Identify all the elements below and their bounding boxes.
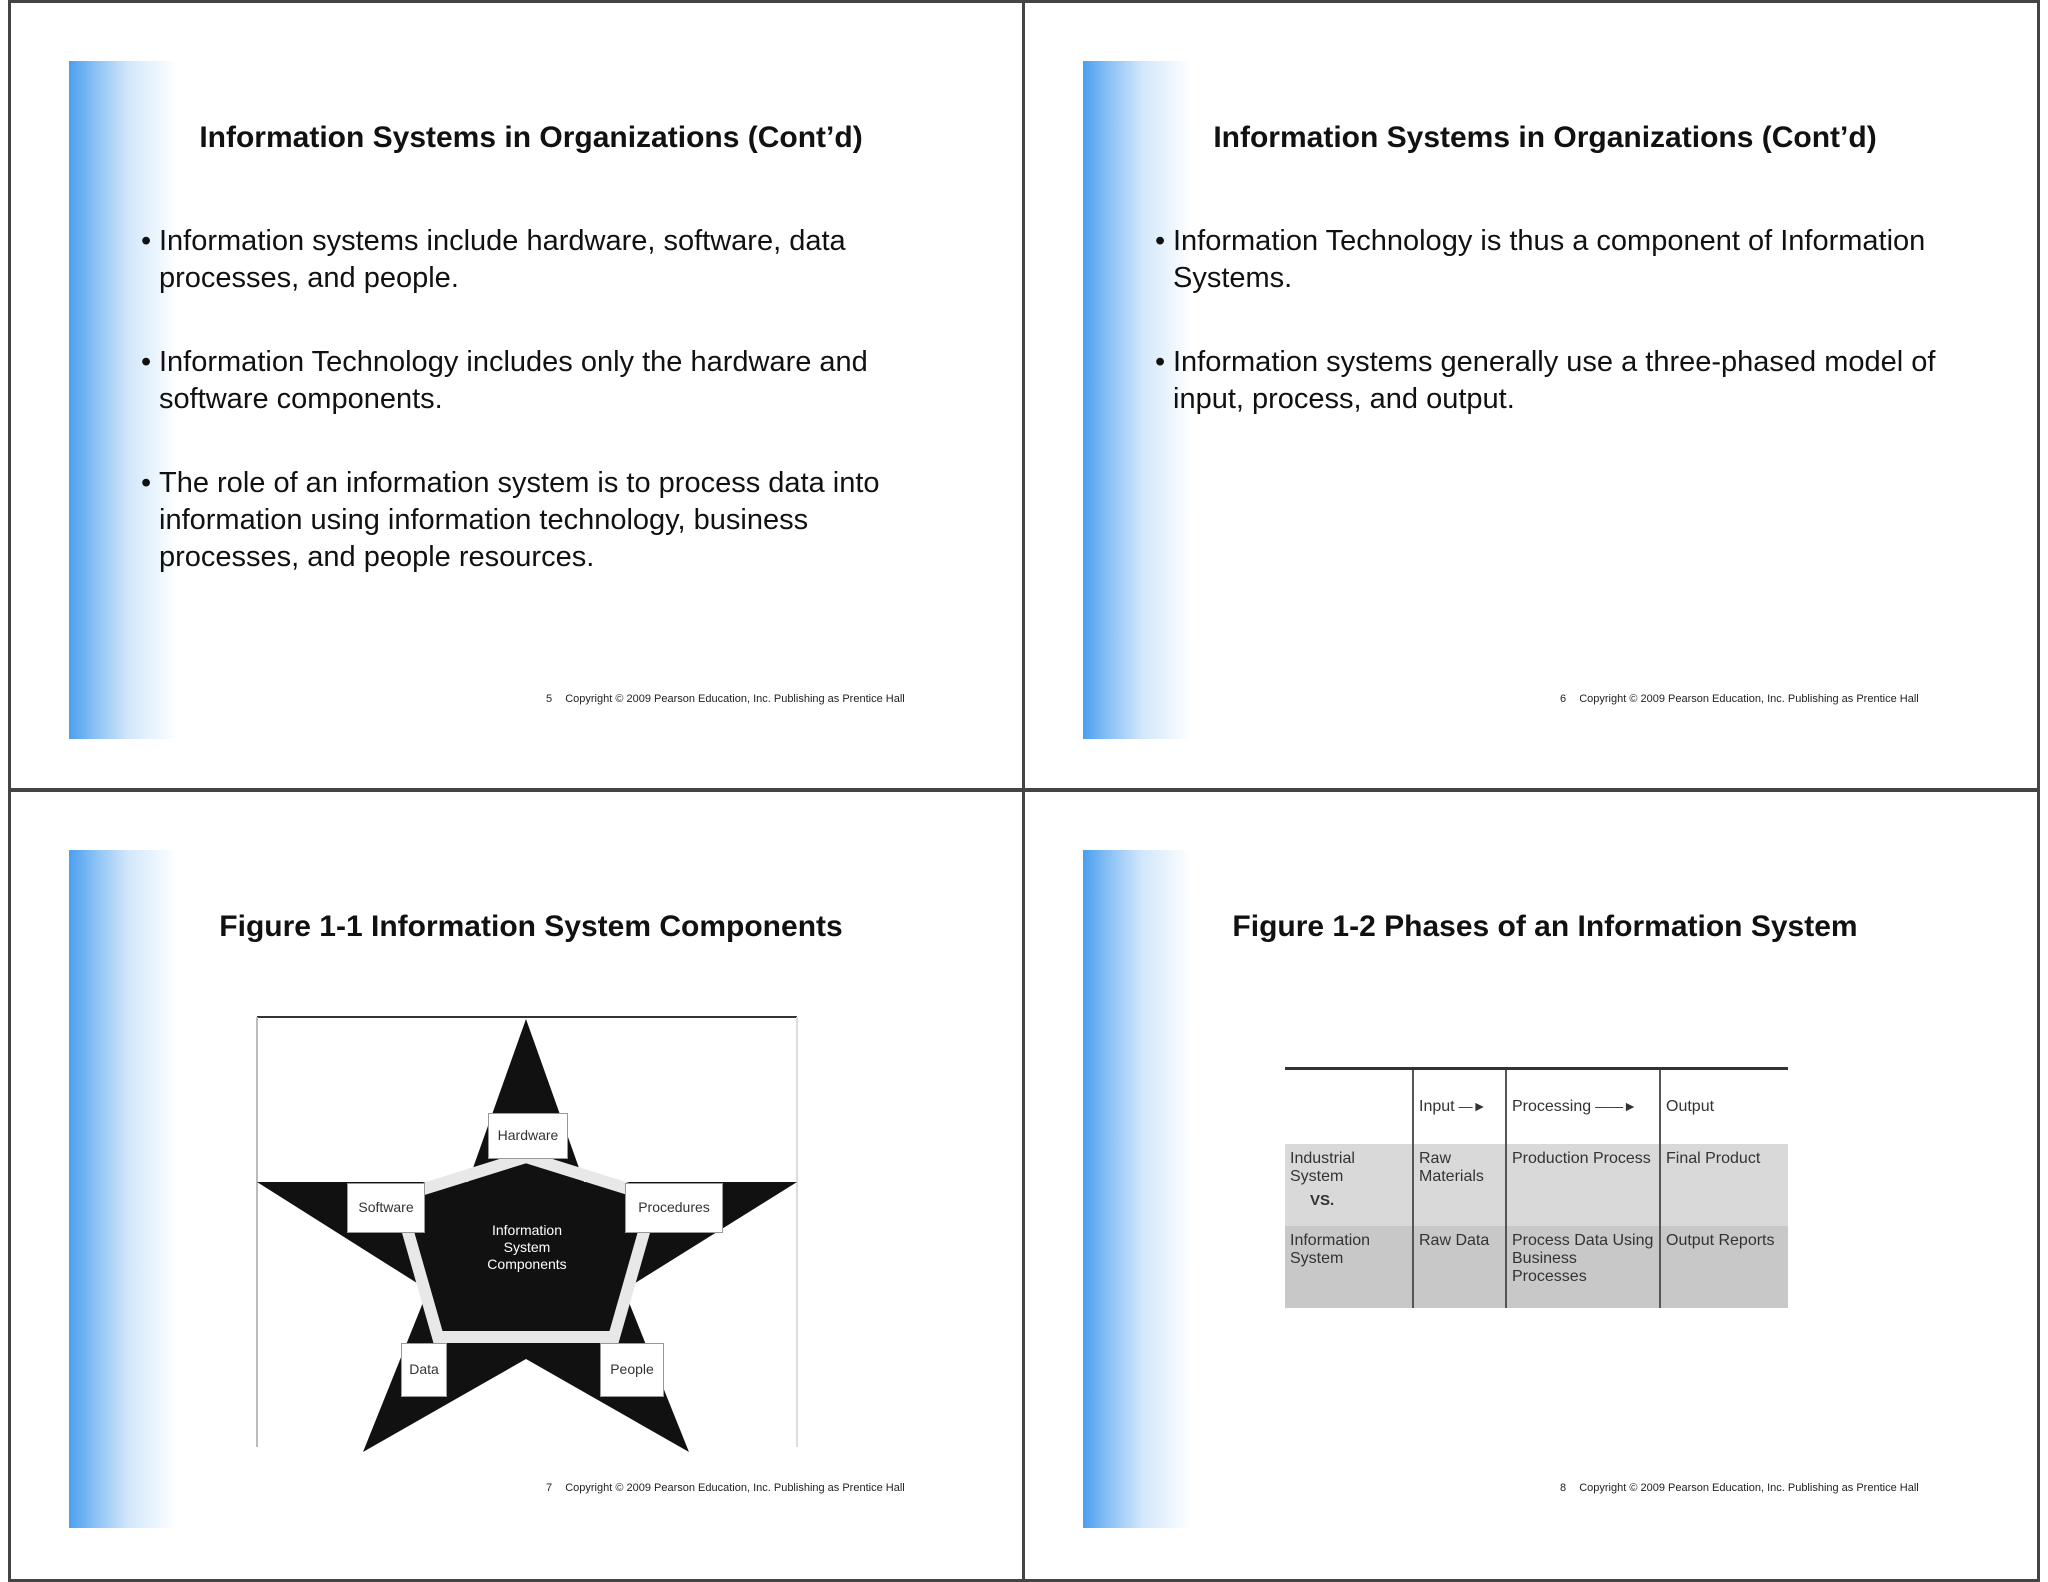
table-header-cell <box>1285 1069 1413 1144</box>
label-procedures: Procedures <box>625 1183 723 1233</box>
slide-title: Figure 1-2 Phases of an Information System <box>1232 910 1858 943</box>
table-row <box>1285 1226 1788 1308</box>
copyright-text: Copyright © 2009 Pearson Education, Inc. Publishing as Prentice Hall <box>565 1482 905 1494</box>
label-people: People <box>600 1343 664 1397</box>
table-row <box>1285 1144 1788 1226</box>
page-number: 7 <box>546 1482 553 1494</box>
arrow-right-icon: ——► <box>1595 1097 1638 1114</box>
table-header-row <box>1285 1069 1788 1144</box>
bullet-list <box>1140 223 1940 465</box>
slide-footer <box>546 693 905 705</box>
bullet-item: • Information systems include hardware, software, data processes, and people. <box>141 225 846 294</box>
table-cell: Process Data Using Business Processes <box>1506 1226 1660 1308</box>
bullet-list <box>126 223 926 623</box>
bullet-item: • The role of an information system is to process data into information using information technology, business processes, and people resources. <box>141 467 880 573</box>
copyright-text: Copyright © 2009 Pearson Education, Inc. Publishing as Prentice Hall <box>1579 693 1919 705</box>
copyright-text: Copyright © 2009 Pearson Education, Inc. Publishing as Prentice Hall <box>565 693 905 705</box>
table-cell: Industrial System VS. <box>1285 1144 1413 1226</box>
table-header-cell: Processing ——► <box>1506 1069 1660 1144</box>
page-number: 8 <box>1560 1482 1567 1494</box>
label-hardware: Hardware <box>488 1113 568 1159</box>
center-label: Information System Components <box>487 1222 567 1272</box>
table-cell: Final Product <box>1660 1144 1788 1226</box>
page-number: 6 <box>1560 693 1567 705</box>
bullet-item: • Information systems generally use a three-phased model of input, process, and output. <box>1155 346 1936 415</box>
slide-footer <box>1560 1482 1919 1494</box>
copyright-text: Copyright © 2009 Pearson Education, Inc. Publishing as Prentice Hall <box>1579 1482 1919 1494</box>
table-cell: Raw Materials <box>1413 1144 1506 1226</box>
slide-footer <box>546 1482 905 1494</box>
arrow-right-icon: —► <box>1458 1097 1487 1114</box>
decorative-gradient-bar <box>69 850 177 1528</box>
table-cell: Information System <box>1285 1226 1413 1308</box>
label-data: Data <box>401 1343 447 1397</box>
slide-8 <box>1024 791 2040 1582</box>
slide-title: Information Systems in Organizations (Cont’d) <box>199 121 863 154</box>
component-star-diagram <box>249 1007 805 1457</box>
vs-label: VS. <box>1310 1191 1335 1209</box>
slide-6 <box>1024 0 2040 791</box>
bullet-item: • Information Technology is thus a component of Information Systems. <box>1155 225 1926 294</box>
table-cell: Production Process <box>1506 1144 1660 1226</box>
slide-5 <box>8 0 1024 791</box>
slide-title: Figure 1-1 Information System Components <box>219 910 843 943</box>
table-header-cell: Output <box>1660 1069 1788 1144</box>
slide-7 <box>8 791 1024 1582</box>
decorative-gradient-bar <box>1083 850 1191 1528</box>
table-cell: Raw Data <box>1413 1226 1506 1308</box>
slide-footer <box>1560 693 1919 705</box>
label-software: Software <box>347 1183 425 1233</box>
table-header-cell: Input —► <box>1413 1069 1506 1144</box>
phases-table <box>1285 1067 1788 1308</box>
table-cell: Output Reports <box>1660 1226 1788 1308</box>
page-number: 5 <box>546 693 553 705</box>
slide-title: Information Systems in Organizations (Cont’d) <box>1213 121 1877 154</box>
bullet-item: • Information Technology includes only the hardware and software components. <box>141 346 868 415</box>
